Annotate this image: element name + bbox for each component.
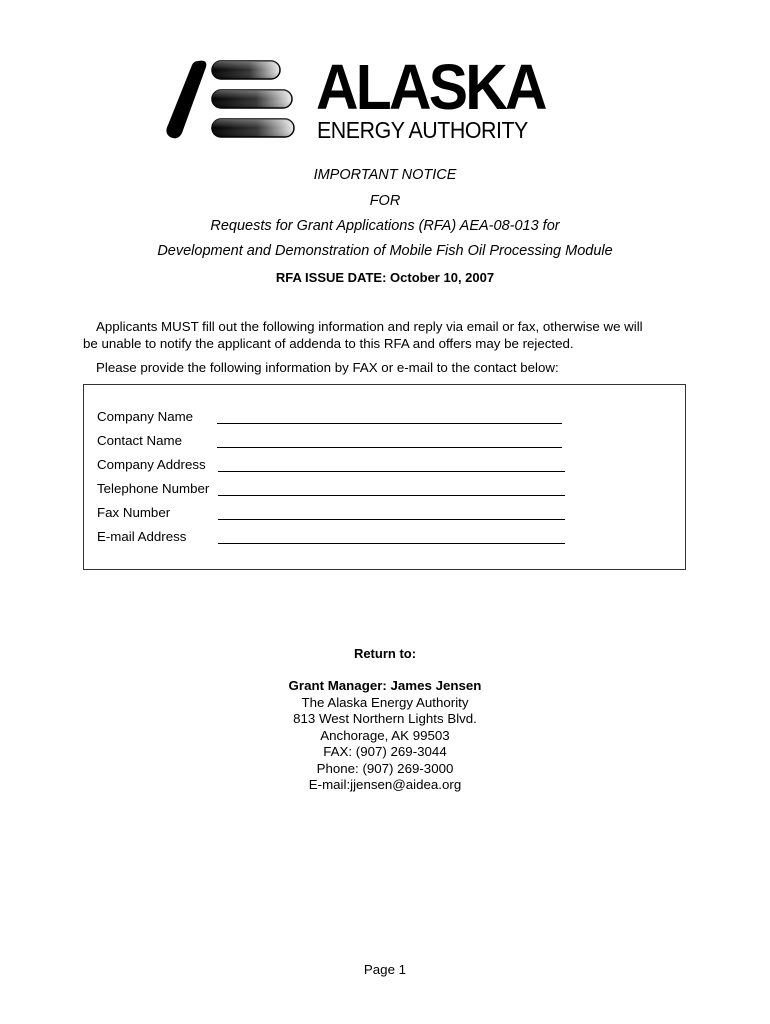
notice-title: IMPORTANT NOTICE bbox=[313, 167, 457, 183]
telephone-number-field[interactable] bbox=[218, 495, 565, 496]
contact-phone: Phone: (907) 269-3000 bbox=[316, 760, 454, 776]
form-row-email bbox=[97, 529, 657, 547]
contact-street: 813 West Northern Lights Blvd. bbox=[293, 711, 477, 726]
company-name-field[interactable] bbox=[217, 423, 562, 424]
instructions-paragraph bbox=[83, 318, 693, 352]
instructions-provide: Please provide the following information by FAX or e-mail to the contact below: bbox=[96, 360, 559, 375]
form-row-company-name bbox=[97, 409, 657, 427]
contact-email: E-mail:jjensen@aidea.org bbox=[308, 777, 462, 792]
contact-name-label: Contact Name bbox=[97, 433, 182, 448]
contact-block bbox=[0, 678, 770, 794]
form-row-telephone bbox=[97, 481, 657, 499]
form-row-contact-name bbox=[97, 433, 657, 451]
alaska-energy-authority-logo bbox=[164, 51, 554, 145]
page-number: Page 1 bbox=[363, 962, 407, 977]
notice-rfa-number: Requests for Grant Applications (RFA) AEA-08-013 for bbox=[210, 218, 560, 234]
contact-org: The Alaska Energy Authority bbox=[301, 694, 469, 710]
logo-subtitle: ENERGY AUTHORITY bbox=[317, 117, 528, 143]
instructions-line-1: Applicants MUST fill out the following information and reply via email or fax, otherwise we will bbox=[96, 319, 643, 334]
applicant-info-form bbox=[83, 384, 686, 570]
fax-number-field[interactable] bbox=[218, 519, 565, 520]
form-row-fax bbox=[97, 505, 657, 523]
contact-city: Anchorage, AK 99503 bbox=[320, 727, 450, 743]
notice-for: FOR bbox=[369, 193, 401, 209]
company-name-label: Company Name bbox=[97, 409, 194, 424]
email-address-field[interactable] bbox=[218, 543, 565, 544]
contact-fax: FAX: (907) 269-3044 bbox=[323, 744, 447, 759]
contact-name-field[interactable] bbox=[217, 447, 562, 448]
grant-manager: Grant Manager: James Jensen bbox=[288, 678, 482, 693]
fax-number-label: Fax Number bbox=[97, 505, 171, 520]
logo-mark-icon bbox=[164, 55, 314, 145]
logo-wordmark: ALASKA bbox=[316, 51, 545, 123]
company-address-field[interactable] bbox=[218, 471, 565, 472]
notice-rfa-subject: Development and Demonstration of Mobile Fish Oil Processing Module bbox=[157, 243, 613, 259]
return-to-heading: Return to: bbox=[353, 646, 417, 661]
company-address-label: Company Address bbox=[97, 457, 206, 472]
telephone-number-label: Telephone Number bbox=[97, 481, 210, 496]
form-row-company-address bbox=[97, 457, 657, 475]
rfa-issue-date: RFA ISSUE DATE: October 10, 2007 bbox=[275, 270, 495, 285]
instructions-line-2: be unable to notify the applicant of addenda to this RFA and offers may be rejected. bbox=[83, 336, 574, 351]
email-address-label: E-mail Address bbox=[97, 529, 187, 544]
